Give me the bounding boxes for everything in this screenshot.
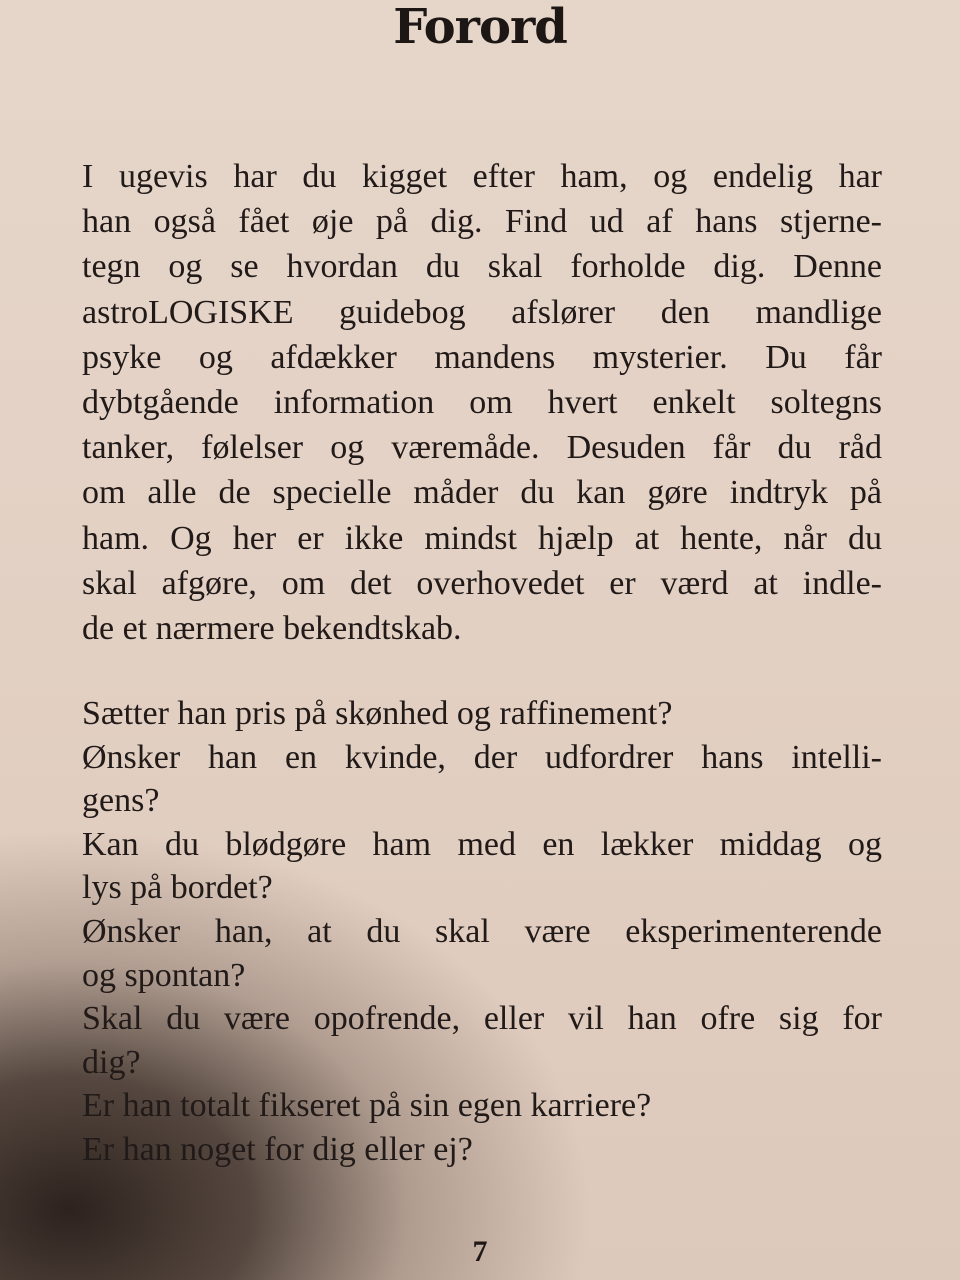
question-line: Er han totalt fikseret på sin egen karriere? — [82, 1087, 652, 1125]
text-line: psyke og afdækker mandens mysterier. Du får — [82, 338, 882, 376]
question-line: Sætter han pris på skønhed og raffinement? — [82, 695, 673, 732]
question-line: gens? — [82, 782, 160, 820]
text-line: dybtgående information om hvert enkelt soltegns — [82, 383, 882, 421]
text-line: tanker, følelser og væremåde. Desuden får du råd — [82, 429, 882, 467]
question-line: og spontan? — [82, 956, 246, 994]
intro-paragraph — [82, 154, 882, 651]
questions-list — [82, 692, 882, 1172]
question-line: Ønsker han, at du skal være eksperimenterende — [82, 912, 882, 950]
page-title: Forord — [393, 0, 567, 55]
text-line: han også fået øje på dig. Find ud af hans stjerne- — [82, 203, 882, 241]
text-line: astroLOGISKE guidebog afslører den mandlige — [82, 293, 882, 331]
question-line: Kan du blødgøre ham med en lækker middag og — [82, 825, 882, 863]
text-line: de et nærmere bekendtskab. — [82, 609, 462, 647]
text-line: ham. Og her er ikke mindst hjælp at hente, når du — [82, 519, 882, 557]
text-line: tegn og se hvordan du skal forholde dig. Denne — [82, 248, 882, 286]
question-line: lys på bordet? — [82, 869, 273, 907]
question-line: Ønsker han en kvinde, der udfordrer hans intelli- — [82, 738, 882, 776]
text-line: skal afgøre, om det overhovedet er værd at indle- — [82, 564, 882, 602]
question-line: Skal du være opofrende, eller vil han ofre sig for — [82, 1000, 882, 1038]
text-line: I ugevis har du kigget efter ham, og endelig har — [82, 158, 882, 195]
page-number: 7 — [472, 1235, 488, 1268]
question-line: Er han noget for dig eller ej? — [82, 1130, 473, 1168]
text-line: om alle de specielle måder du kan gøre indtryk på — [82, 474, 882, 512]
question-line: dig? — [82, 1043, 141, 1081]
